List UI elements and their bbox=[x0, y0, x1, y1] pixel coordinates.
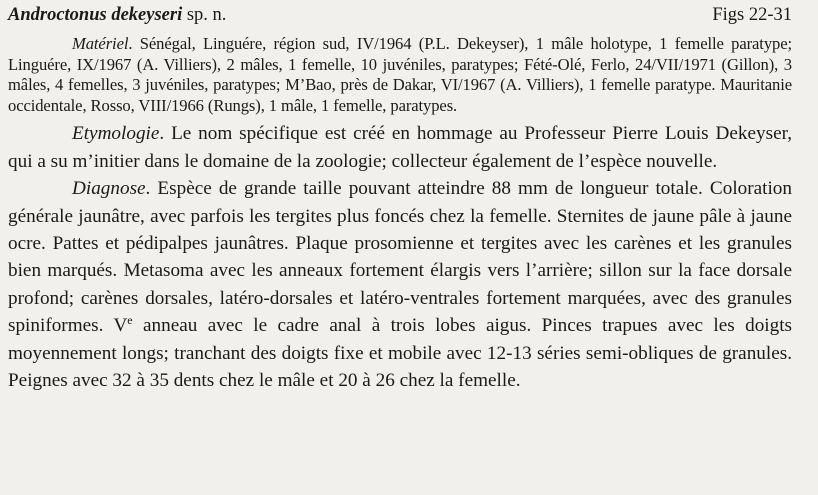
diagnose-text-b: anneau avec le cadre anal à trois lobes aigus. Pinces trapues avec les doigts moyennement longs; tranchant des doigts fixe et mobile avec 12-13 séries semi-obliques de granules. Peignes avec 32 à 35 dents chez le mâle et 20 à 26 chez la femelle. bbox=[8, 315, 793, 392]
diagnose-text-a: Espèce de grande taille pouvant atteindre 88 mm de longueur totale. Coloration générale jaunâtre, avec parfois les tergites plus foncés chez la femelle. Sternites de jaune pâle à jaune ocre. Pattes et pédipalpes jaunâtres. Plaque prosomienne et tergites avec les carènes et les granules bien marqués. Metasoma avec les anneaux fortement élargis vers l’arrière; sillon sur la face dorsale profond; carènes dorsales, latéro-dorsales et latéro-ventrales fortement marquées, avec des granules spiniformes. bbox=[8, 178, 792, 337]
species-title bbox=[8, 4, 226, 27]
taxon-name: Androctonus dekeyseri bbox=[8, 5, 183, 25]
materiel-label: Matériel bbox=[72, 34, 129, 53]
species-header bbox=[8, 4, 792, 30]
ring-ordinal-suffix: e bbox=[127, 313, 133, 328]
etymologie-text: Le nom spécifique est créé en hommage au Professeur Pierre Louis Dekeyser, qui a su m’initier dans le domaine de la zoologie; collecteur également de l’espèce nouvelle. bbox=[8, 123, 792, 172]
diagnose-paragraph: Diagnose. Espèce de grande taille pouvant atteindre 88 mm de longueur totale. Coloration générale jaunâtre, avec parfois les tergites plus foncés chez la femelle. Sternites de jaune pâle à jaune ocre. Pattes et pédipalpes jaunâtres. Plaque prosomienne et tergites avec les carènes et les granules bien marqués. Metasoma avec les anneaux fortement élargis vers l’arrière; sillon sur la face dorsale profond; carènes dorsales, latéro-dorsales et latéro-ventrales fortement marquées, avec des granules spiniformes. Ve anneau avec le cadre anal à trois lobes aigus. Pinces trapues avec les doigts moyennement longs; tranchant des doigts fixe et mobile avec 12-13 séries semi-obliques de granules. Peignes avec 32 à 35 dents chez le mâle et 20 à 26 chez la femelle. bbox=[8, 178, 793, 392]
etymologie-label: Etymologie bbox=[72, 123, 160, 145]
taxon-status: sp. n. bbox=[186, 5, 227, 25]
figure-reference: Figs 22-31 bbox=[712, 5, 792, 25]
materiel-paragraph: Matériel. Sénégal, Linguére, région sud, IV/1964 (P.L. Dekeyser), 1 mâle holotype, 1 femelle paratype; Linguére, IX/1967 (A. Villiers), 2 mâles, 1 femelle, 10 juvéniles, paratypes; Fété-Olé, Ferlo, 24/VII/1971 (Gillon), 3 mâles, 4 femelles, 3 juvéniles, paratypes; M’Bao, près de Dakar, VI/1967 (A. Villiers), 1 femelle paratype. Mauritanie occidentale, Rosso, VIII/1966 (Rungs), 1 mâle, 1 femelle, paratypes. bbox=[8, 34, 792, 115]
diagnose-label: Diagnose bbox=[72, 178, 146, 200]
etymologie-paragraph: Etymologie. Le nom spécifique est créé en hommage au Professeur Pierre Louis Dekeyser, qui a su m’initier dans le domaine de la zoologie; collecteur également de l’espèce nouvelle. bbox=[8, 123, 792, 172]
materiel-text: Sénégal, Linguére, région sud, IV/1964 (P.L. Dekeyser), 1 mâle holotype, 1 femelle paratype; Linguére, IX/1967 (A. Villiers), 2 mâles, 1 femelle, 10 juvéniles, paratypes; Fété-Olé, Ferlo, 24/VII/1971 (Gillon), 3 mâles, 4 femelles, 3 juvéniles, paratypes; M’Bao, près de Dakar, VI/1967 (A. Villiers), 1 femelle paratype. Mauritanie occidentale, Rosso, VIII/1966 (Rungs), 1 mâle, 1 femelle, paratypes. bbox=[8, 34, 792, 115]
ring-ordinal-roman: V bbox=[113, 315, 128, 337]
ring-ordinal bbox=[113, 315, 132, 336]
